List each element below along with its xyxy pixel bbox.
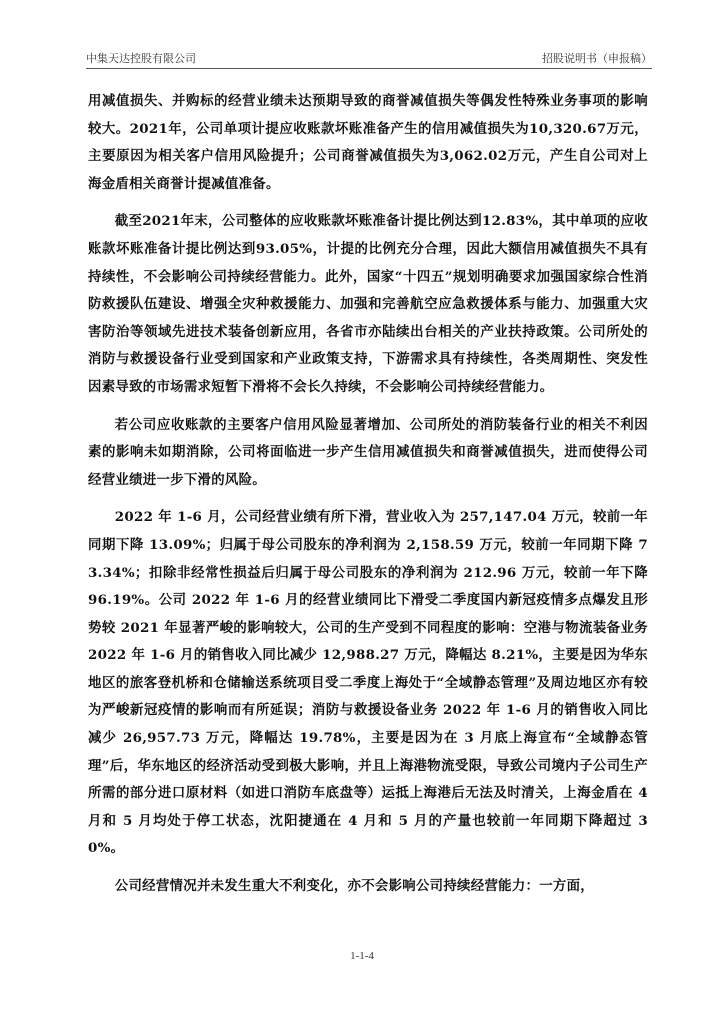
header-document-title: 招股说明书（申报稿） [542, 52, 652, 65]
document-body [88, 88, 648, 901]
paragraph: 若公司应收账款的主要客户信用风险显著增加、公司所处的消防装备行业的相关不利因素的影响未如期消除，公司将面临进一步产生信用减值损失和商誉减值损失，进而使得公司经营业绩进一步下滑的风险。 [88, 416, 648, 488]
paragraph: 2022 年 1-6 月，公司经营业绩有所下滑，营业收入为 257,147.04 万元，较前一年同期下降 13.09%；归属于母公司股东的净利润为 2,158.59 万元，较前一年同期下降 73.34%；扣除非经常性损益后归属于母公司股东的净利润为 212.96 万元，较前一年下降 96.19%。公司 2022 年 1-6 月的经营业绩同比下滑受二季度国内新冠疫情多点爆发且形势较 2021 年显著严峻的影响较大，公司的生产受到不同程度的影响：空港与物流装备业务 2022 年 1-6 月的销售收入同比减少 12,988.27 万元，降幅达 8.21%，主要是因为华东地区的旅客登机桥和仓储输送系统项目受二季度上海处于“全域静态管理”及周边地区亦有较为严峻新冠疫情的影响而有所延误；消防与救援设备业务 2022 年 1-6 月的销售收入同比减少 26,957.73 万元，降幅达 19.78%，主要是因为在 3 月底上海宣布“全域静态管理”后，华东地区的经济活动受到极大影响，并且上海港物流受限，导致公司境内子公司生产所需的部分进口原材料（如进口消防车底盘等）运抵上海港后无法及时清关，上海金盾在 4 月和 5 月均处于停工状态，沈阳捷通在 4 月和 5 月的产量也较前一年同期下降超过 30%。 [88, 509, 648, 857]
page-number: 1-1-4 [350, 950, 374, 962]
paragraph: 公司经营情况并未发生重大不利变化，亦不会影响公司持续经营能力：一方面， [114, 878, 594, 895]
header-company-name: 中集天达控股有限公司 [86, 52, 196, 65]
paragraph-continued: 用减值损失、并购标的经营业绩未达预期导致的商誉减值损失等偶发性特殊业务事项的影响较大。2021年，公司单项计提应收账款坏账准备产生的信用减值损失为10,320.67万元，主要原因为相关客户信用风险提升；公司商誉减值损失为3,062.02万元，产生自公司对上海金盾相关商誉计提减值准备。 [88, 93, 648, 192]
header-divider [86, 68, 652, 69]
paragraph: 截至2021年末，公司整体的应收账款坏账准备计提比例达到12.83%，其中单项的应收账款坏账准备计提比例达到93.05%，计提的比例充分合理，因此大额信用减值损失不具有持续性，不会影响公司持续经营能力。此外，国家“十四五”规划明确要求加强国家综合性消防救援队伍建设、增强全灾种救援能力、加强和完善航空应急救援体系与能力、加强重大灾害防治等领域先进技术装备创新应用，各省市亦陆续出台相关的产业扶持政策。公司所处的消防与救援设备行业受到国家和产业政策支持，下游需求具有持续性，各类周期性、突发性因素导致的市场需求短暂下滑将不会长久持续，不会影响公司持续经营能力。 [88, 213, 648, 395]
page-header [86, 46, 652, 68]
